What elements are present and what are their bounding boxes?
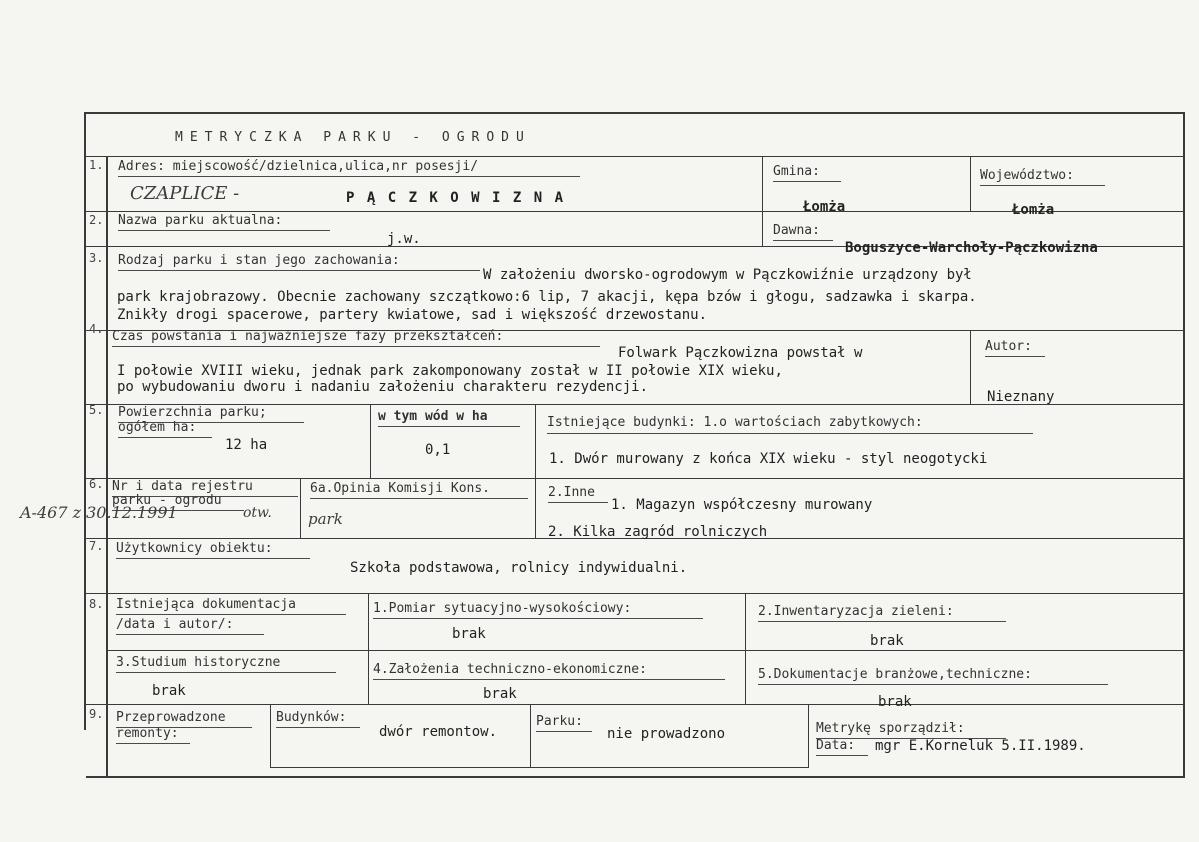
gmina-value: Łomża <box>803 199 846 215</box>
handwritten-register: A-467 z 30.12.1991 <box>20 503 178 522</box>
industry-docs-label: 5.Dokumentacje branżowe,techniczne: <box>758 667 1032 682</box>
survey-label: 1.Pomiar sytuacyjno-wysokościowy: <box>373 601 632 616</box>
section-number: 2. <box>89 213 104 227</box>
repairs-label-2: remonty: <box>116 726 179 741</box>
area-label-2: ogółem ha: <box>118 420 197 435</box>
users-value: Szkoła podstawowa, rolnicy indywidualni. <box>350 560 688 576</box>
register-label-1: Nr i data rejestru <box>112 479 253 494</box>
park-name-label: Nazwa parku aktualna: <box>118 213 283 228</box>
former-name-value: Boguszyce-Warchoły-Pączkowizna <box>845 240 1098 256</box>
park-type-line-3: Znikły drogi spacerowe, partery kwiatowe, sad i większość drzewostanu. <box>117 307 708 323</box>
park-type-line-2: park krajobrazowy. Obecnie zachowany szczątkowo:6 lip, 7 akacji, kępa bzów i głogu, sadzawka i skarpa. <box>117 289 977 305</box>
water-label: w tym wód w ha <box>378 409 488 424</box>
voivodeship-value: Łomża <box>1012 202 1055 218</box>
historic-study-value: brak <box>152 683 186 699</box>
gmina-label: Gmina: <box>773 164 820 179</box>
section-number: 5. <box>89 403 104 417</box>
repairs-label-1: Przeprowadzone <box>116 710 226 725</box>
building-repairs-label: Budynków: <box>276 710 347 725</box>
park-type-label: Rodzaj parku i stan jego zachowania: <box>118 253 400 268</box>
prepared-by-label: Metrykę sporządził: <box>816 721 965 736</box>
section-number: 4. <box>89 322 104 336</box>
building-1: 1. Dwór murowany z końca XIX wieku - styl neogotycki <box>549 451 988 467</box>
section-number: 6. <box>89 477 104 491</box>
voivodeship-label: Województwo: <box>980 168 1074 183</box>
documentation-label-2: /data i autor/: <box>116 617 234 632</box>
park-type-line-1: W założeniu dworsko-ogrodowym w Pączkowiźnie urządzony był <box>483 267 972 283</box>
place-name: P Ą C Z K O W I Z N A <box>346 190 566 206</box>
section-number: 9. <box>89 707 104 721</box>
creation-line-2: I połowie XVIII wieku, jednak park zakomponowany został w II połowie XIX wieku, <box>117 363 783 379</box>
other-building-1: 1. Magazyn współczesny murowany <box>611 497 873 513</box>
water-value: 0,1 <box>425 442 451 458</box>
historic-study-label: 3.Studium historyczne <box>116 655 281 670</box>
creation-label: Czas powstania i najważniejsze fazy przekształceń: <box>112 329 504 344</box>
date-label: Data: <box>816 738 856 753</box>
section-number: 3. <box>89 251 104 265</box>
handwritten-park: park <box>308 510 343 528</box>
park-repairs-label: Parku: <box>536 714 583 729</box>
former-name-label: Dawna: <box>773 223 820 238</box>
greenery-inventory-value: brak <box>870 633 904 649</box>
prepared-by-value: mgr E.Korneluk 5.II.1989. <box>875 738 1086 754</box>
building-repairs-value: dwór remontow. <box>379 724 498 740</box>
park-repairs-value: nie prowadzono <box>607 726 726 742</box>
creation-line-1: Folwark Pączkowizna powstał w <box>618 345 863 361</box>
section-number: 1. <box>89 158 104 172</box>
register-label-2: parku - ogrodu <box>112 493 222 508</box>
technical-assumptions-label: 4.Założenia techniczno-ekonomiczne: <box>373 662 647 677</box>
section-number: 7. <box>89 539 104 553</box>
park-name-value: j.w. <box>387 231 421 247</box>
handwritten-place: CZAPLICE - <box>130 183 240 204</box>
area-value: 12 ha <box>225 437 268 453</box>
handwritten-note: otw. <box>243 505 272 521</box>
other-buildings-label: 2.Inne <box>548 485 595 500</box>
greenery-inventory-label: 2.Inwentaryzacja zieleni: <box>758 604 954 619</box>
technical-assumptions-value: brak <box>483 686 517 702</box>
area-label-1: Powierzchnia parku; <box>118 405 267 420</box>
address-label: Adres: miejscowość/dzielnica,ulica,nr posesji/ <box>118 159 479 174</box>
buildings-label: Istniejące budynki: 1.o wartościach zabytkowych: <box>547 415 923 430</box>
creation-line-3: po wybudowaniu dworu i nadaniu założeniu charakteru rezydencji. <box>117 379 649 395</box>
author-value: Nieznany <box>987 389 1055 405</box>
document-title: METRYCZKA PARKU - OGRODU <box>175 130 531 145</box>
users-label: Użytkownicy obiektu: <box>116 541 273 556</box>
industry-docs-value: brak <box>878 694 912 710</box>
section-number: 8. <box>89 597 104 611</box>
survey-value: brak <box>452 626 486 642</box>
documentation-label-1: Istniejąca dokumentacja <box>116 597 297 612</box>
other-building-2: 2. Kilka zagród rolniczych <box>548 524 768 540</box>
author-label: Autor: <box>985 339 1032 354</box>
commission-opinion-label: 6a.Opinia Komisji Kons. <box>310 481 491 496</box>
